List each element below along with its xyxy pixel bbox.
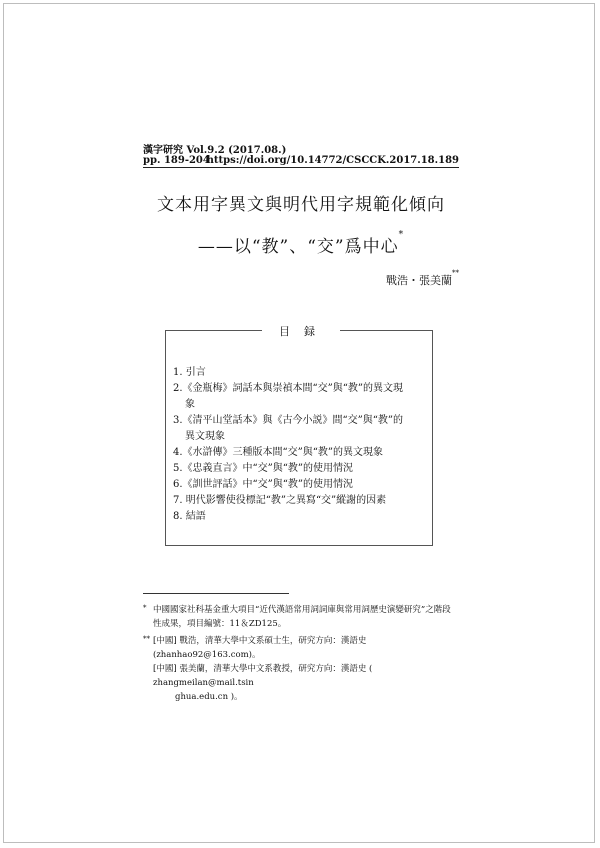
footnote-author-2: [143, 662, 463, 704]
toc-list: [173, 365, 431, 525]
paper-title: 文本用字異文與明代用字規範化傾向: [157, 195, 445, 215]
footnote-text: [中國] 張美蘭，清華大學中文系教授，研究方向：漢語史 ( zhangmeilan@mail.tsin: [153, 664, 373, 688]
header-rule: [143, 167, 459, 168]
footnote-text: 性成果，項目編號：11＆ZD125。: [153, 619, 287, 629]
page-range-line: [143, 155, 459, 166]
toc-item-text: 4.《水滸傳》三種版本間“交”與“教”的異文現象: [173, 447, 383, 458]
author-footnote-mark: **: [452, 269, 459, 277]
footnote-mark: *: [143, 604, 147, 612]
journal-volume: Vol.9.2 (2017.08.): [186, 145, 287, 156]
footnote-author-1: [143, 634, 463, 662]
toc-item-text: 6.《訓世評話》中“交”與“教”的使用情況: [173, 479, 353, 490]
toc-item[interactable]: [173, 381, 431, 413]
author-line: [386, 269, 459, 288]
toc-item-text: 8. 結語: [173, 511, 206, 522]
toc-item[interactable]: [173, 413, 431, 445]
footnote-text: 中國國家社科基金重大項目“近代漢語常用詞詞庫與常用詞歷史演變研究”之階段: [153, 605, 451, 615]
toc-item[interactable]: [173, 445, 431, 461]
footnotes: [143, 603, 463, 704]
footnote-mark: **: [143, 635, 150, 643]
subtitle-text: ——以“教”、“交”爲中心: [197, 237, 399, 257]
toc-item[interactable]: [173, 461, 431, 477]
page-range: pp. 189-204: [143, 155, 210, 166]
toc-item[interactable]: [173, 493, 431, 509]
toc-item[interactable]: [173, 477, 431, 493]
author-names: 戰浩・張美蘭: [386, 274, 452, 287]
toc-heading: 目録: [262, 323, 340, 339]
paper-subtitle: [143, 232, 459, 257]
toc-item[interactable]: [173, 509, 431, 525]
toc-item-text: 1. 引言: [173, 367, 206, 378]
journal-name: 漢字研究: [143, 145, 183, 156]
toc-item-text: 3.《清平山堂話本》與《古今小説》間“交”與“教”的: [173, 415, 403, 426]
toc-item-text: 5.《忠義直言》中“交”與“教”的使用情況: [173, 463, 353, 474]
subtitle-footnote-mark: *: [398, 230, 405, 240]
toc-item-continuation: 象: [185, 399, 195, 410]
toc-item[interactable]: [173, 365, 431, 381]
toc-item-text: 2.《金瓶梅》詞話本與崇禎本間“交”與“教”的異文現: [173, 383, 403, 394]
footnote-text: ghua.edu.cn )。: [175, 692, 243, 702]
doi-link[interactable]: https://doi.org/10.14772/CSCCK.2017.18.189: [206, 155, 459, 166]
footnote-text: [中國] 戰浩，清華大學中文系碩士生，研究方向：漢語史(zhanhao92@163.com)。: [153, 636, 367, 660]
toc-item-text: 7. 明代影響使役標記“教”之異寫“交”縱謝的因素: [173, 495, 387, 506]
footnote-rule: [143, 593, 289, 594]
footnote-funding: [143, 603, 463, 631]
journal-header: [143, 141, 286, 156]
toc-item-continuation: 異文現象: [185, 431, 225, 442]
